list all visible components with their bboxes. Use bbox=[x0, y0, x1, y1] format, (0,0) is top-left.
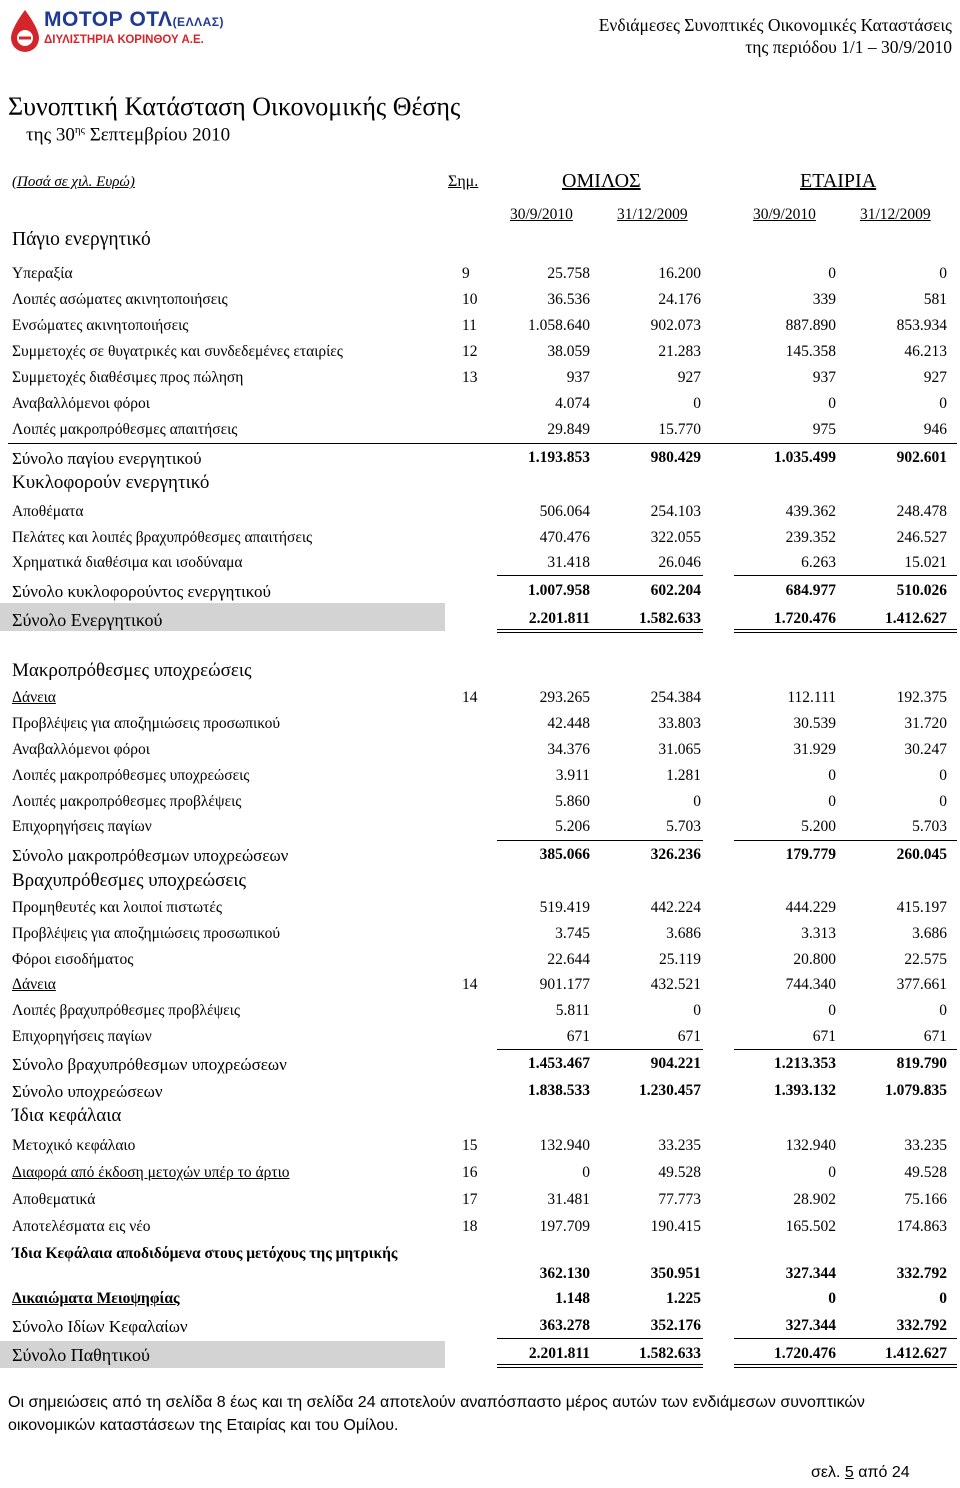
row-value: 25.119 bbox=[658, 951, 701, 968]
row-value: 671 bbox=[923, 1028, 947, 1045]
row-value: 946 bbox=[923, 421, 947, 438]
row-value: 352.176 bbox=[650, 1317, 701, 1334]
row-value: 0 bbox=[828, 265, 836, 282]
row-value: 980.429 bbox=[650, 449, 701, 466]
row-value: 1.079.835 bbox=[885, 1082, 947, 1099]
footer-note: Οι σημειώσεις από τη σελίδα 8 έως και τη σελίδα 24 αποτελούν αναπόσπαστο μέρος αυτών των ενδιάμεσων συνοπτικών οικονομικών καταστάσεων της Εταιρίας και του Ομίλου. bbox=[8, 1394, 865, 1434]
row-value: 3.911 bbox=[555, 767, 590, 784]
row-value: 46.213 bbox=[904, 343, 947, 360]
double-rule bbox=[497, 1364, 703, 1368]
row-value: 5.703 bbox=[666, 818, 701, 835]
table-row bbox=[0, 291, 960, 313]
table-row bbox=[0, 369, 960, 391]
row-value: 21.283 bbox=[658, 343, 701, 360]
page-pre: σελ. bbox=[811, 1464, 845, 1481]
table-row bbox=[0, 818, 960, 840]
row-value: 671 bbox=[812, 1028, 836, 1045]
row-value: 5.200 bbox=[801, 818, 836, 835]
row-value: 2.201.811 bbox=[528, 1345, 590, 1362]
row-value: 49.528 bbox=[904, 1164, 947, 1181]
row-value: 901.177 bbox=[539, 976, 590, 993]
row-value: 0 bbox=[939, 793, 947, 810]
units-note: (Ποσά σε χιλ. Ευρώ) bbox=[12, 174, 135, 190]
table-row bbox=[0, 582, 960, 604]
row-value: 192.375 bbox=[896, 689, 947, 706]
rule bbox=[8, 443, 957, 444]
rule bbox=[734, 1338, 957, 1339]
row-value: 819.790 bbox=[896, 1055, 947, 1072]
row-value: 327.344 bbox=[785, 1317, 836, 1334]
row-value: 1.230.457 bbox=[639, 1082, 701, 1099]
row-label: Λοιπές μακροπρόθεσμες απαιτήσεις bbox=[12, 421, 238, 438]
row-value: 5.860 bbox=[555, 793, 590, 810]
table-row bbox=[0, 474, 960, 496]
row-label: Συμμετοχές διαθέσιμες προς πώληση bbox=[12, 369, 244, 386]
row-label: Προβλέψεις για αποζημιώσεις προσωπικού bbox=[12, 715, 281, 732]
row-value: 853.934 bbox=[896, 317, 947, 334]
row-value: 1.838.533 bbox=[528, 1082, 590, 1099]
rule bbox=[734, 840, 957, 841]
table-row bbox=[0, 1028, 960, 1050]
row-label: Χρηματικά διαθέσιμα και ισοδύναμα bbox=[12, 554, 243, 571]
row-value: 31.720 bbox=[904, 715, 947, 732]
row-value: 31.929 bbox=[793, 741, 836, 758]
row-value: 1.058.640 bbox=[528, 317, 590, 334]
company-header: ΕΤΑΙΡΙΑ bbox=[800, 170, 877, 192]
row-label: Αναβαλλόμενοι φόροι bbox=[12, 741, 150, 758]
rule bbox=[734, 1049, 957, 1050]
row-value: 15.770 bbox=[658, 421, 701, 438]
row-value: 363.278 bbox=[539, 1317, 590, 1334]
table-row bbox=[0, 529, 960, 551]
page-title: Συνοπτική Κατάσταση Οικονομικής Θέσης bbox=[8, 92, 461, 121]
table-row bbox=[0, 421, 960, 443]
row-value: 132.940 bbox=[785, 1137, 836, 1154]
row-value: 0 bbox=[828, 1164, 836, 1181]
row-value: 581 bbox=[923, 291, 947, 308]
row-label: Λοιπές ασώματες ακινητοποιήσεις bbox=[12, 291, 228, 308]
row-value: 42.448 bbox=[547, 715, 590, 732]
row-value: 1.412.627 bbox=[885, 1345, 947, 1362]
row-value: 332.792 bbox=[896, 1265, 947, 1282]
row-value: 26.046 bbox=[658, 554, 701, 571]
row-label: Σύνολο Παθητικού bbox=[12, 1345, 150, 1365]
rule bbox=[497, 840, 703, 841]
table-row bbox=[0, 715, 960, 737]
row-value: 1.193.853 bbox=[528, 449, 590, 466]
row-value: 902.073 bbox=[650, 317, 701, 334]
row-value: 33.235 bbox=[658, 1137, 701, 1154]
page-number bbox=[811, 1464, 910, 1482]
row-value: 1.281 bbox=[666, 767, 701, 784]
row-value: 20.800 bbox=[793, 951, 836, 968]
document-title: Ενδιάμεσες Συνοπτικές Οικονομικές Καταστάσεις bbox=[598, 15, 952, 35]
document-period: της περιόδου 1/1 – 30/9/2010 bbox=[745, 37, 952, 57]
row-value: 1.213.353 bbox=[774, 1055, 836, 1072]
row-value: 33.803 bbox=[658, 715, 701, 732]
row-value: 3.686 bbox=[912, 925, 947, 942]
row-value: 165.502 bbox=[785, 1218, 836, 1235]
table-row bbox=[0, 976, 960, 998]
row-value: 927 bbox=[923, 369, 947, 386]
page-subtitle bbox=[26, 124, 230, 146]
row-value: 442.224 bbox=[650, 899, 701, 916]
table-row bbox=[0, 689, 960, 711]
row-value: 1.582.633 bbox=[639, 1345, 701, 1362]
row-value: 31.065 bbox=[658, 741, 701, 758]
table-row bbox=[0, 899, 960, 921]
table-row bbox=[0, 503, 960, 525]
note-column-header: Σημ. bbox=[448, 173, 479, 190]
row-note: 15 bbox=[462, 1137, 478, 1154]
table-row bbox=[0, 554, 960, 576]
double-rule bbox=[497, 629, 703, 633]
row-value: 0 bbox=[939, 1290, 947, 1307]
row-label: Πελάτες και λοιπές βραχυπρόθεσμες απαιτήσεις bbox=[12, 529, 313, 546]
row-label: Προβλέψεις για αποζημιώσεις προσωπικού bbox=[12, 925, 281, 942]
row-value: 5.811 bbox=[555, 1002, 590, 1019]
row-value: 0 bbox=[939, 265, 947, 282]
row-value: 190.415 bbox=[650, 1218, 701, 1235]
row-value: 31.481 bbox=[547, 1191, 590, 1208]
row-label: Ίδια Κεφάλαια αποδιδόμενα στους μετόχους της μητρικής bbox=[12, 1245, 398, 1262]
row-value: 3.745 bbox=[555, 925, 590, 942]
row-value: 112.111 bbox=[787, 689, 836, 706]
row-value: 322.055 bbox=[650, 529, 701, 546]
row-value: 174.863 bbox=[896, 1218, 947, 1235]
col-header-company-2009: 31/12/2009 bbox=[860, 206, 931, 223]
row-value: 937 bbox=[566, 369, 590, 386]
row-value: 1.035.499 bbox=[774, 449, 836, 466]
row-value: 1.148 bbox=[555, 1290, 590, 1307]
row-value: 0 bbox=[693, 1002, 701, 1019]
row-label: Αναβαλλόμενοι φόροι bbox=[12, 395, 150, 412]
row-value: 6.263 bbox=[801, 554, 836, 571]
row-value: 0 bbox=[939, 767, 947, 784]
table-row bbox=[0, 1218, 960, 1240]
row-value: 1.412.627 bbox=[885, 610, 947, 627]
table-row bbox=[0, 1243, 960, 1282]
subtitle-pre: της 30 bbox=[26, 124, 75, 146]
row-label: Σύνολο Ιδίων Κεφαλαίων bbox=[12, 1317, 188, 1336]
row-value: 197.709 bbox=[539, 1218, 590, 1235]
row-value: 38.059 bbox=[547, 343, 590, 360]
row-value: 179.779 bbox=[785, 846, 836, 863]
table-row bbox=[0, 265, 960, 287]
row-label: Σύνολο Ενεργητικού bbox=[12, 610, 163, 630]
row-value: 0 bbox=[828, 1002, 836, 1019]
table-row bbox=[0, 662, 960, 684]
company-logo bbox=[8, 6, 224, 54]
row-value: 34.376 bbox=[547, 741, 590, 758]
group-header: ΟΜΙΛΟΣ bbox=[562, 170, 641, 192]
row-label: Αποθεματικά bbox=[12, 1191, 96, 1208]
row-value: 671 bbox=[566, 1028, 590, 1045]
row-value: 5.703 bbox=[912, 818, 947, 835]
row-note: 14 bbox=[462, 689, 478, 706]
row-value: 506.064 bbox=[539, 503, 590, 520]
row-value: 0 bbox=[693, 793, 701, 810]
row-value: 0 bbox=[939, 395, 947, 412]
row-value: 246.527 bbox=[896, 529, 947, 546]
row-value: 36.536 bbox=[547, 291, 590, 308]
row-value: 385.066 bbox=[539, 846, 590, 863]
row-value: 25.758 bbox=[547, 265, 590, 282]
row-value: 350.951 bbox=[650, 1265, 701, 1282]
table-row bbox=[0, 1164, 960, 1186]
row-value: 339 bbox=[812, 291, 836, 308]
row-label: Προμηθευτές και λοιποί πιστωτές bbox=[12, 899, 223, 916]
row-label: Ίδια κεφάλαια bbox=[12, 1105, 122, 1126]
row-value: 377.661 bbox=[896, 976, 947, 993]
row-note: 17 bbox=[462, 1191, 478, 1208]
subtitle-sup: ης bbox=[74, 124, 85, 136]
row-value: 132.940 bbox=[539, 1137, 590, 1154]
row-value: 16.200 bbox=[658, 265, 701, 282]
table-row bbox=[0, 317, 960, 339]
logo-subtitle: ΔΙΥΛΙΣΤΗΡΙΑ ΚΟΡΙΝΘΟΥ Α.Ε. bbox=[44, 34, 204, 46]
row-label: Συμμετοχές σε θυγατρικές και συνδεδεμένες εταιρίες bbox=[12, 343, 343, 360]
row-value: 327.344 bbox=[785, 1265, 836, 1282]
row-value: 602.204 bbox=[650, 582, 701, 599]
table-row bbox=[0, 793, 960, 815]
table-row bbox=[0, 449, 960, 471]
row-value: 145.358 bbox=[785, 343, 836, 360]
row-value: 24.176 bbox=[658, 291, 701, 308]
row-value: 28.902 bbox=[793, 1191, 836, 1208]
row-value: 30.539 bbox=[793, 715, 836, 732]
logo-country: (ΕΛΛΑΣ) bbox=[172, 15, 224, 29]
table-row bbox=[0, 1055, 960, 1077]
table-row bbox=[0, 1107, 960, 1129]
page-post: από 24 bbox=[853, 1464, 910, 1481]
row-label: Λοιπές βραχυπρόθεσμες προβλέψεις bbox=[12, 1002, 240, 1019]
row-value: 1.007.958 bbox=[528, 582, 590, 599]
row-value: 362.130 bbox=[539, 1265, 590, 1282]
row-note: 10 bbox=[462, 291, 478, 308]
row-value: 33.235 bbox=[904, 1137, 947, 1154]
row-value: 432.521 bbox=[650, 976, 701, 993]
row-value: 0 bbox=[828, 395, 836, 412]
row-label: Κυκλοφορούν ενεργητικό bbox=[12, 472, 210, 493]
row-value: 1.720.476 bbox=[774, 1345, 836, 1362]
row-value: 15.021 bbox=[904, 554, 947, 571]
page-current: 5 bbox=[844, 1464, 854, 1481]
row-value: 519.419 bbox=[539, 899, 590, 916]
section-heading-fixed-assets: Πάγιο ενεργητικό bbox=[12, 229, 151, 250]
row-value: 0 bbox=[939, 1002, 947, 1019]
row-label: Διαφορά από έκδοση μετοχών υπέρ το άρτιο bbox=[12, 1164, 290, 1181]
document-header bbox=[599, 14, 952, 58]
row-value: 937 bbox=[812, 369, 836, 386]
row-value: 30.247 bbox=[904, 741, 947, 758]
table-row bbox=[0, 872, 960, 894]
row-value: 470.476 bbox=[539, 529, 590, 546]
table-row bbox=[0, 1137, 960, 1159]
row-value: 3.313 bbox=[801, 925, 836, 942]
row-value: 326.236 bbox=[650, 846, 701, 863]
rule bbox=[497, 575, 703, 576]
row-label: Επιχορηγήσεις παγίων bbox=[12, 1028, 152, 1045]
table-row bbox=[0, 1002, 960, 1024]
table-row bbox=[0, 767, 960, 789]
row-note: 13 bbox=[462, 369, 478, 386]
table-row bbox=[0, 846, 960, 868]
row-value: 4.074 bbox=[555, 395, 590, 412]
row-label: Σύνολο υποχρεώσεων bbox=[12, 1082, 163, 1101]
row-note: 16 bbox=[462, 1164, 478, 1181]
row-value: 77.773 bbox=[658, 1191, 701, 1208]
row-value: 254.384 bbox=[650, 689, 701, 706]
row-value: 49.528 bbox=[658, 1164, 701, 1181]
row-label: Επιχορηγήσεις παγίων bbox=[12, 818, 152, 835]
table-row bbox=[0, 925, 960, 947]
row-value: 75.166 bbox=[904, 1191, 947, 1208]
row-label: Δάνεια bbox=[12, 689, 56, 706]
col-header-group-2010: 30/9/2010 bbox=[510, 206, 573, 223]
table-row bbox=[0, 951, 960, 973]
row-value: 902.601 bbox=[896, 449, 947, 466]
col-header-company-2010: 30/9/2010 bbox=[753, 206, 816, 223]
row-value: 31.418 bbox=[547, 554, 590, 571]
row-value: 293.265 bbox=[539, 689, 590, 706]
row-label: Λοιπές μακροπρόθεσμες υποχρεώσεις bbox=[12, 767, 250, 784]
table-row bbox=[0, 1290, 960, 1312]
row-label: Μακροπρόθεσμες υποχρεώσεις bbox=[12, 660, 252, 681]
row-value: 684.977 bbox=[785, 582, 836, 599]
row-label: Αποθέματα bbox=[12, 503, 84, 520]
rule bbox=[497, 1338, 703, 1339]
row-value: 927 bbox=[677, 369, 701, 386]
table-row bbox=[0, 1317, 960, 1339]
row-label: Βραχυπρόθεσμες υποχρεώσεις bbox=[12, 870, 247, 891]
row-note: 18 bbox=[462, 1218, 478, 1235]
row-value: 510.026 bbox=[896, 582, 947, 599]
row-value: 332.792 bbox=[896, 1317, 947, 1334]
table-row bbox=[0, 343, 960, 365]
row-label: Δάνεια bbox=[12, 976, 56, 993]
rule bbox=[497, 1049, 703, 1050]
row-value: 887.890 bbox=[785, 317, 836, 334]
row-value: 0 bbox=[828, 793, 836, 810]
row-value: 239.352 bbox=[785, 529, 836, 546]
table-row bbox=[0, 395, 960, 417]
row-value: 1.225 bbox=[666, 1290, 701, 1307]
row-value: 5.206 bbox=[555, 818, 590, 835]
row-value: 744.340 bbox=[785, 976, 836, 993]
rule bbox=[734, 575, 957, 576]
row-value: 975 bbox=[812, 421, 836, 438]
row-value: 22.575 bbox=[904, 951, 947, 968]
row-label: Σύνολο βραχυπρόθεσμων υποχρεώσεων bbox=[12, 1055, 287, 1074]
logo-name: ΜΟΤΟΡ ΟΤΛ bbox=[44, 8, 173, 31]
table-row bbox=[0, 1082, 960, 1104]
row-value: 29.849 bbox=[547, 421, 590, 438]
row-value: 1.582.633 bbox=[639, 610, 701, 627]
row-label: Υπεραξία bbox=[12, 265, 73, 282]
row-value: 415.197 bbox=[896, 899, 947, 916]
row-value: 0 bbox=[828, 767, 836, 784]
row-value: 0 bbox=[582, 1164, 590, 1181]
row-value: 254.103 bbox=[650, 503, 701, 520]
row-value: 2.201.811 bbox=[528, 610, 590, 627]
row-label: Φόροι εισοδήματος bbox=[12, 951, 134, 968]
subtitle-post: Σεπτεμβρίου 2010 bbox=[84, 124, 231, 146]
row-label: Σύνολο μακροπρόθεσμων υποχρεώσεων bbox=[12, 846, 289, 865]
row-label: Σύνολο κυκλοφορούντος ενεργητικού bbox=[12, 582, 271, 601]
row-value: 671 bbox=[677, 1028, 701, 1045]
table-row bbox=[0, 741, 960, 763]
row-label: Δικαιώματα Μειοψηφίας bbox=[12, 1290, 180, 1307]
row-value: 1.393.132 bbox=[774, 1082, 836, 1099]
row-label: Ενσώματες ακινητοποιήσεις bbox=[12, 317, 189, 334]
col-header-group-2009: 31/12/2009 bbox=[617, 206, 688, 223]
row-note: 14 bbox=[462, 976, 478, 993]
row-value: 248.478 bbox=[896, 503, 947, 520]
row-value: 1.453.467 bbox=[528, 1055, 590, 1072]
row-note: 12 bbox=[462, 343, 478, 360]
table-row bbox=[0, 1191, 960, 1213]
row-value: 3.686 bbox=[666, 925, 701, 942]
row-value: 439.362 bbox=[785, 503, 836, 520]
row-value: 444.229 bbox=[785, 899, 836, 916]
double-rule bbox=[734, 1364, 957, 1368]
oil-drop-icon bbox=[8, 8, 42, 54]
row-value: 260.045 bbox=[896, 846, 947, 863]
row-label: Αποτελέσματα εις νέο bbox=[12, 1218, 151, 1235]
row-note: 9 bbox=[462, 265, 470, 282]
row-value: 0 bbox=[828, 1290, 836, 1307]
row-label: Λοιπές μακροπρόθεσμες προβλέψεις bbox=[12, 793, 242, 810]
row-value: 904.221 bbox=[650, 1055, 701, 1072]
row-label: Σύνολο παγίου ενεργητικού bbox=[12, 449, 202, 468]
row-note: 11 bbox=[462, 317, 477, 334]
double-rule bbox=[734, 629, 957, 633]
row-value: 22.644 bbox=[547, 951, 590, 968]
row-value: 0 bbox=[693, 395, 701, 412]
row-label: Μετοχικό κεφάλαιο bbox=[12, 1137, 136, 1154]
row-value: 1.720.476 bbox=[774, 610, 836, 627]
